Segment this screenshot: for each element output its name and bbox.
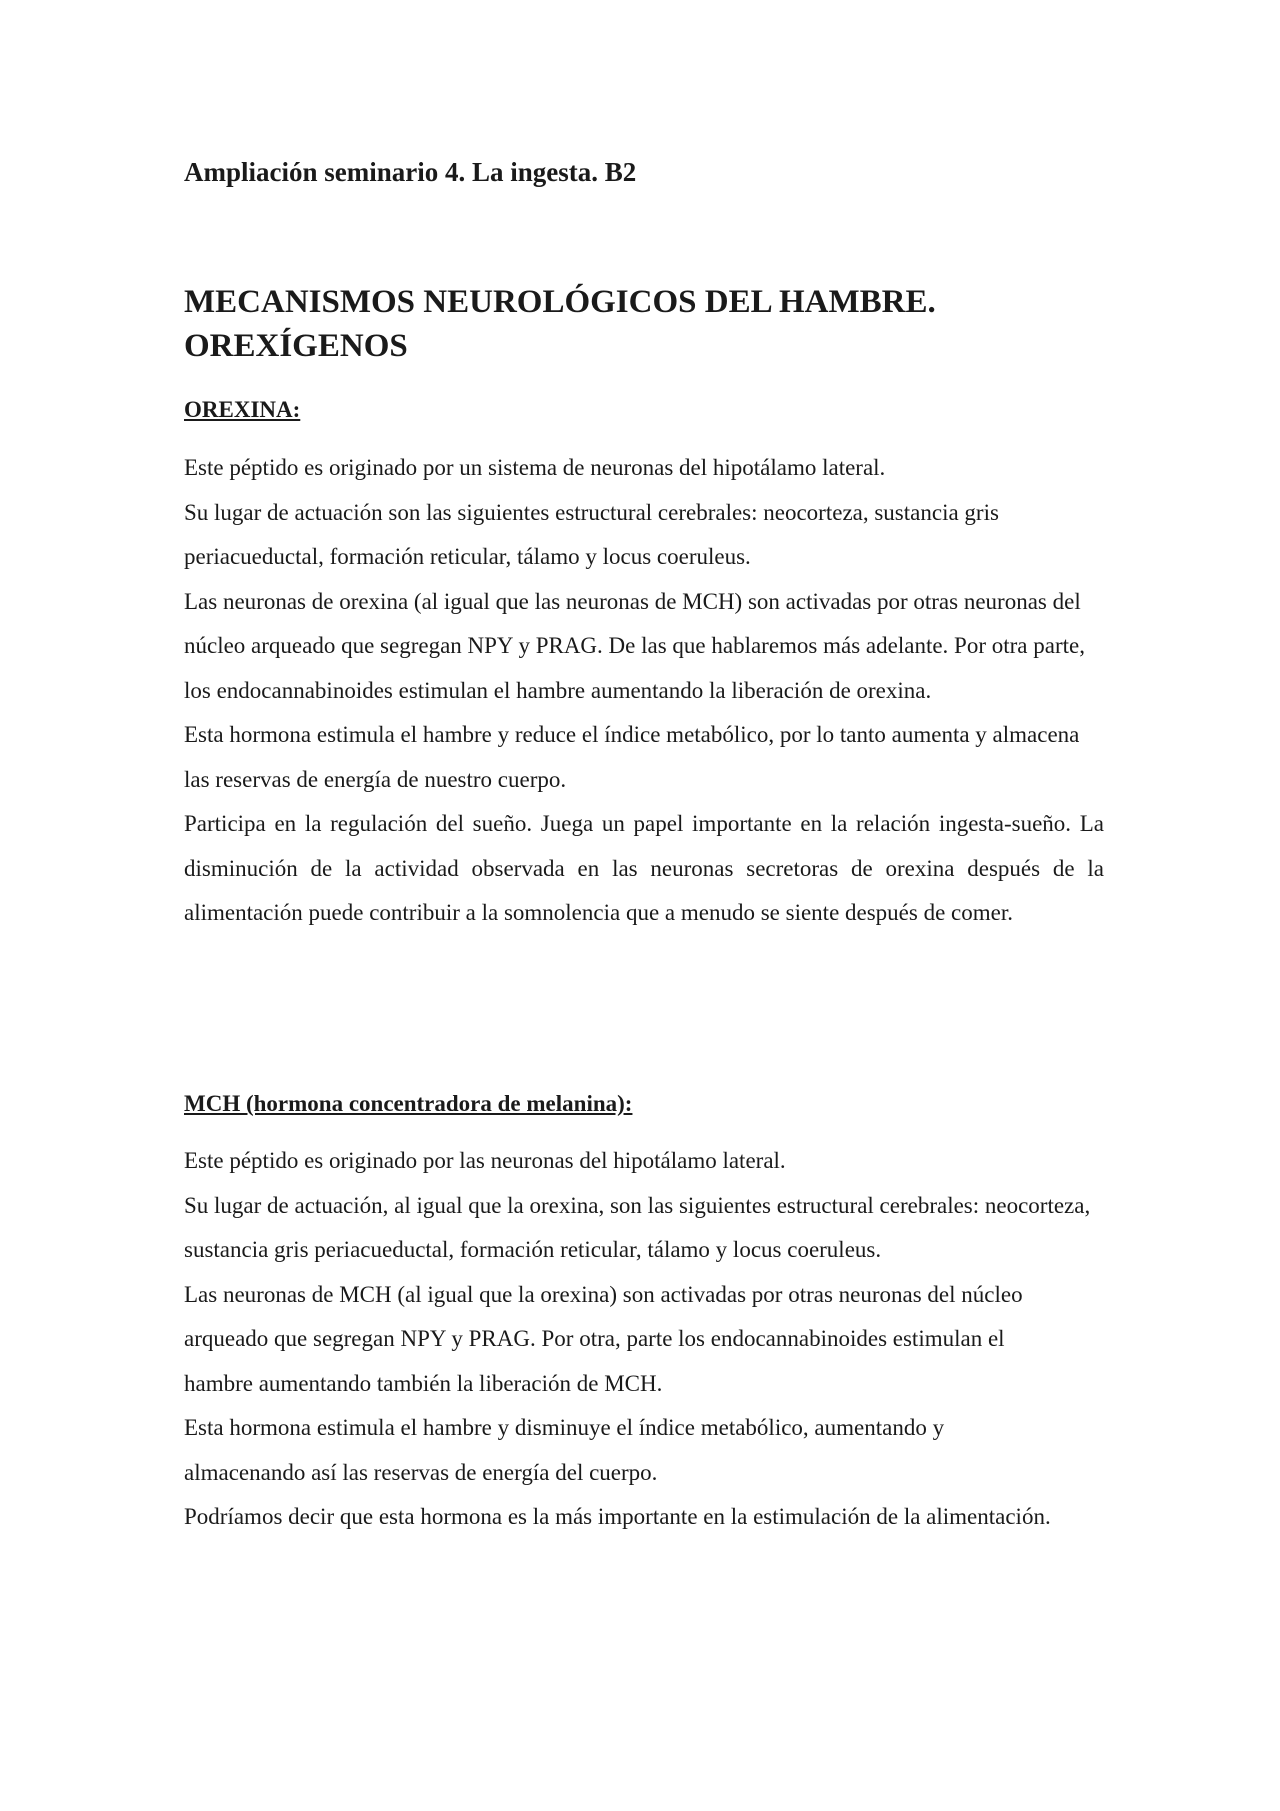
- document-title: Ampliación seminario 4. La ingesta. B2: [184, 157, 637, 187]
- section-body-orexina: [184, 446, 1104, 936]
- paragraph: Podríamos decir que esta hormona es la más importante en la estimulación de la alimentación.: [184, 1504, 1051, 1529]
- paragraph: Esta hormona estimula el hambre y disminuye el índice metabólico, aumentando y almacenando así las reservas de energía del cuerpo.: [184, 1415, 945, 1485]
- paragraph: Su lugar de actuación, al igual que la orexina, son las siguientes estructural cerebrales: neocorteza, sustancia gris periacueductal, formación reticular, tálamo y locus coeruleus.: [184, 1192, 1091, 1262]
- paragraph: Este péptido es originado por un sistema de neuronas del hipotálamo lateral.: [184, 455, 886, 480]
- paragraph: Participa en la regulación del sueño. Juega un papel importante en la relación ingesta-sueño. La disminución de la actividad observada en las neuronas secretoras de orexina después de la alimentación puede contribuir a la somnolencia que a menudo se siente después de comer.: [184, 811, 1104, 925]
- section-body-mch: [184, 1139, 1104, 1540]
- main-heading: MECANISMOS NEUROLÓGICOS DEL HAMBRE. OREXÍGENOS: [184, 284, 936, 364]
- paragraph: Este péptido es originado por las neuronas del hipotálamo lateral.: [184, 1148, 786, 1173]
- paragraph: Esta hormona estimula el hambre y reduce el índice metabólico, por lo tanto aumenta y almacena las reservas de energía de nuestro cuerpo.: [184, 722, 1080, 792]
- paragraph: Su lugar de actuación son las siguientes estructural cerebrales: neocorteza, sustancia gris periacueductal, formación reticular, tálamo y locus coeruleus.: [184, 499, 999, 569]
- paragraph: Las neuronas de MCH (al igual que la orexina) son activadas por otras neuronas del núcleo arqueado que segregan NPY y PRAG. Por otra, parte los endocannabinoides estimulan el hambre aumentando también la liberación de MCH.: [184, 1281, 1023, 1396]
- section-heading-mch: MCH (hormona concentradora de melanina):: [184, 1091, 633, 1116]
- paragraph: Las neuronas de orexina (al igual que las neuronas de MCH) son activadas por otras neuronas del núcleo arqueado que segregan NPY y PRAG. De las que hablaremos más adelante. Por otra parte, los endocannabinoides estimulan el hambre aumentando la liberación de orexina.: [184, 588, 1085, 703]
- section-heading-orexina: OREXINA:: [184, 397, 301, 422]
